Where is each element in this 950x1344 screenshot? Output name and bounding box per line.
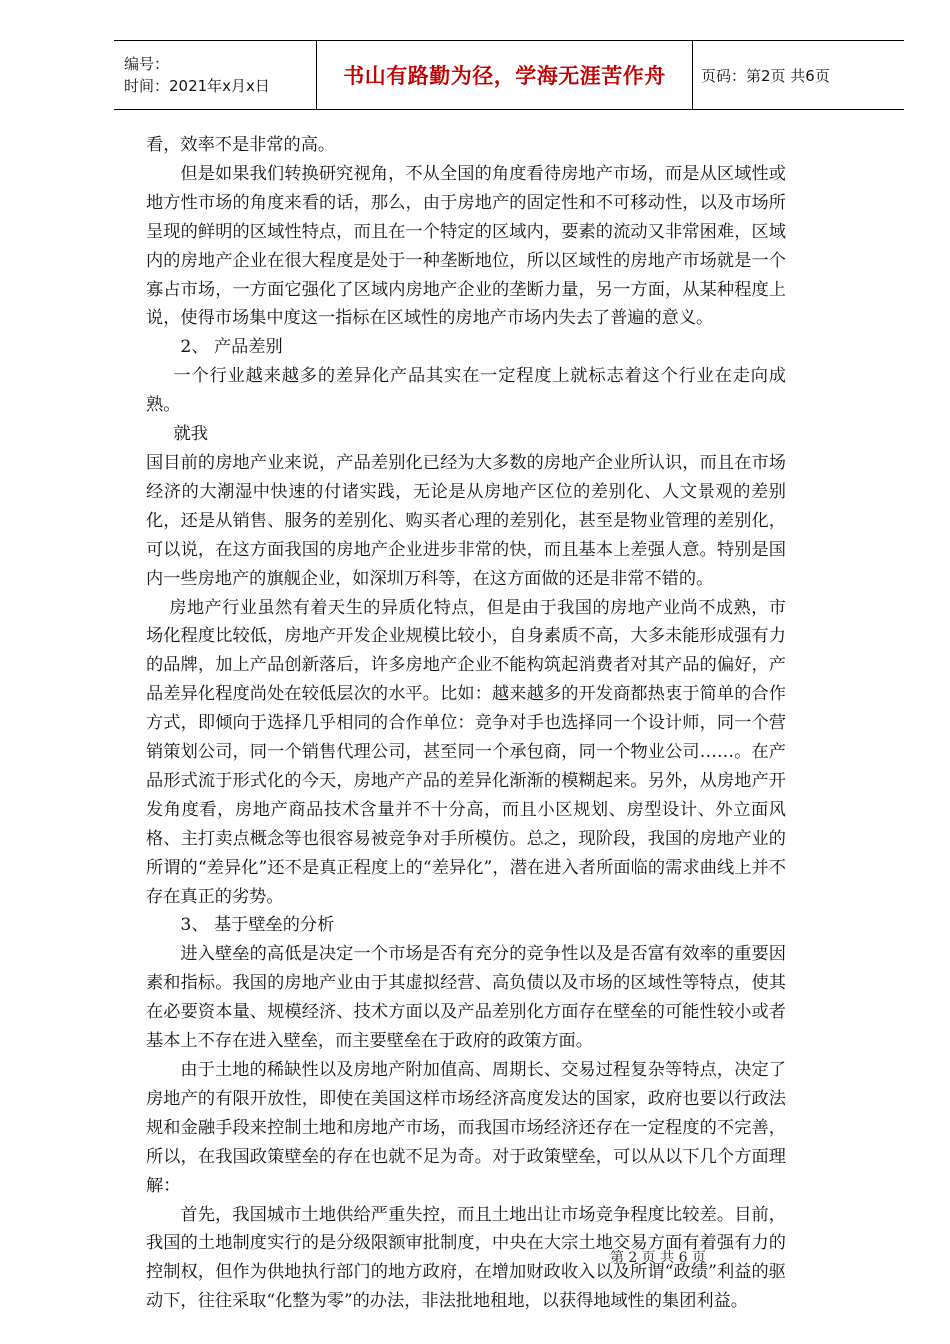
header-motto: 书山有路勤为径，学海无涯苦作舟 [343,64,666,88]
paragraph: 但是如果我们转换研究视角，不从全国的角度看待房地产市场，而是从区域性或地方性市场的角度来看的话，那么，由于房地产的固定性和不可移动性，以及市场所呈现的鲜明的区域性特点，而且在一个特定的区域内，要素的流动又非常困难，区域内的房地产企业在很大程度是处于一种垄断地位，所以区域性的房地产市场就是一个寡占市场，一方面它强化了区域内房地产企业的垄断力量，另一方面，从某种程度上说，使得市场集中度这一指标在区域性的房地产市场内失去了普遍的意义。 [146,163,786,329]
header-page-info: 页码：第2页 共6页 [701,66,830,85]
header-meta [114,41,316,109]
header-page-info-cell [693,41,904,109]
paragraph: 首先，我国城市土地供给严重失控，而且土地出让市场竞争程度比较差。目前，我国的土地制度实行的是分级限额审批制度，中央在大宗土地交易方面有着强有力的控制权，但作为供地执行部门的地方政府，在增加财政收入以及所谓“政绩”利益的驱动下，往往采取“化整为零”的办法，非法批地租地，以获得地域性的集团利益。 [146,1204,786,1312]
paragraph: 国目前的房地产业来说，产品差别化已经为大多数的房地产企业所认识，而且在市场经济的大潮湿中快速的付诸实践，无论是从房地产区位的差别化、人文景观的差别化，还是从销售、服务的差别化、购买者心理的差别化，甚至是物业管理的差别化，可以说，在这方面我国的房地产企业进步非常的快，而且基本上差强人意。特别是国内一些房地产的旗舰企业，如深圳万科等，在这方面做的还是非常不错的。 [146,452,786,589]
document-time-label: 时间：2021年x月x日 [124,77,270,95]
paragraph: 由于土地的稀缺性以及房地产附加值高、周期长、交易过程复杂等特点，决定了房地产的有限开放性，即使在美国这样市场经济高度发达的国家，政府也要以行政法规和金融手段来控制土地和房地产市场，而我国市场经济还存在一定程度的不完善，所以，在我国政策壁垒的存在也就不足为奇。对于政策壁垒，可以从以下几个方面理解： [146,1060,786,1196]
footer-page-number: 第 2 页 共 6 页 [609,1250,707,1266]
paragraph: 房地产行业虽然有着天生的异质化特点，但是由于我国的房地产业尚不成熟，市场化程度比较低，房地产开发企业规模比较小，自身素质不高，大多未能形成强有力的品牌，加上产品创新落后，许多房地产企业不能构筑起消费者对其产品的偏好，产品差异化程度尚处在较低层次的水平。比如：越来越多的开发商都热衷于简单的合作方式，即倾向于选择几乎相同的合作单位：竞争对手也选择同一个设计师，同一个营销策划公司，同一个销售代理公司，甚至同一个承包商，同一个物业公司……。在产品形式流于形式化的今天，房地产产品的差异化渐渐的模糊起来。另外，从房地产开发角度看，房地产商品技术含量并不十分高，而且小区规划、房型设计、外立面风格、主打卖点概念等也很容易被竞争对手所模仿。总之，现阶段，我国的房地产业的所谓的“差异化”还不是真正程度上的“差异化”，潜在进入者所面临的需求曲线上并不存在真正的劣势。 [146,597,786,907]
paragraph: 进入壁垒的高低是决定一个市场是否有充分的竞争性以及是否富有效率的重要因素和指标。我国的房地产业由于其虚拟经营、高负债以及市场的区域性等特点，使其在必要资本量、规模经济、技术方面以及产品差别化方面存在壁垒的可能性较小或者基本上不存在进入壁垒，而主要壁垒在于政府的政策方面。 [146,944,786,1052]
section-heading: 3、 基于壁垒的分析 [180,915,335,936]
page-footer [0,1247,950,1267]
document-body [146,131,786,1316]
paragraph: 看，效率不是非常的高。 [146,135,336,155]
document-number-label: 编号： [124,55,170,73]
page-header [114,40,904,110]
section-heading: 2、 产品差别 [180,337,283,358]
paragraph: 一个行业越来越多的差异化产品其实在一定程度上就标志着这个行业在走向成熟。 [146,366,786,416]
paragraph: 就我 [173,424,208,445]
header-motto-cell [316,41,693,109]
